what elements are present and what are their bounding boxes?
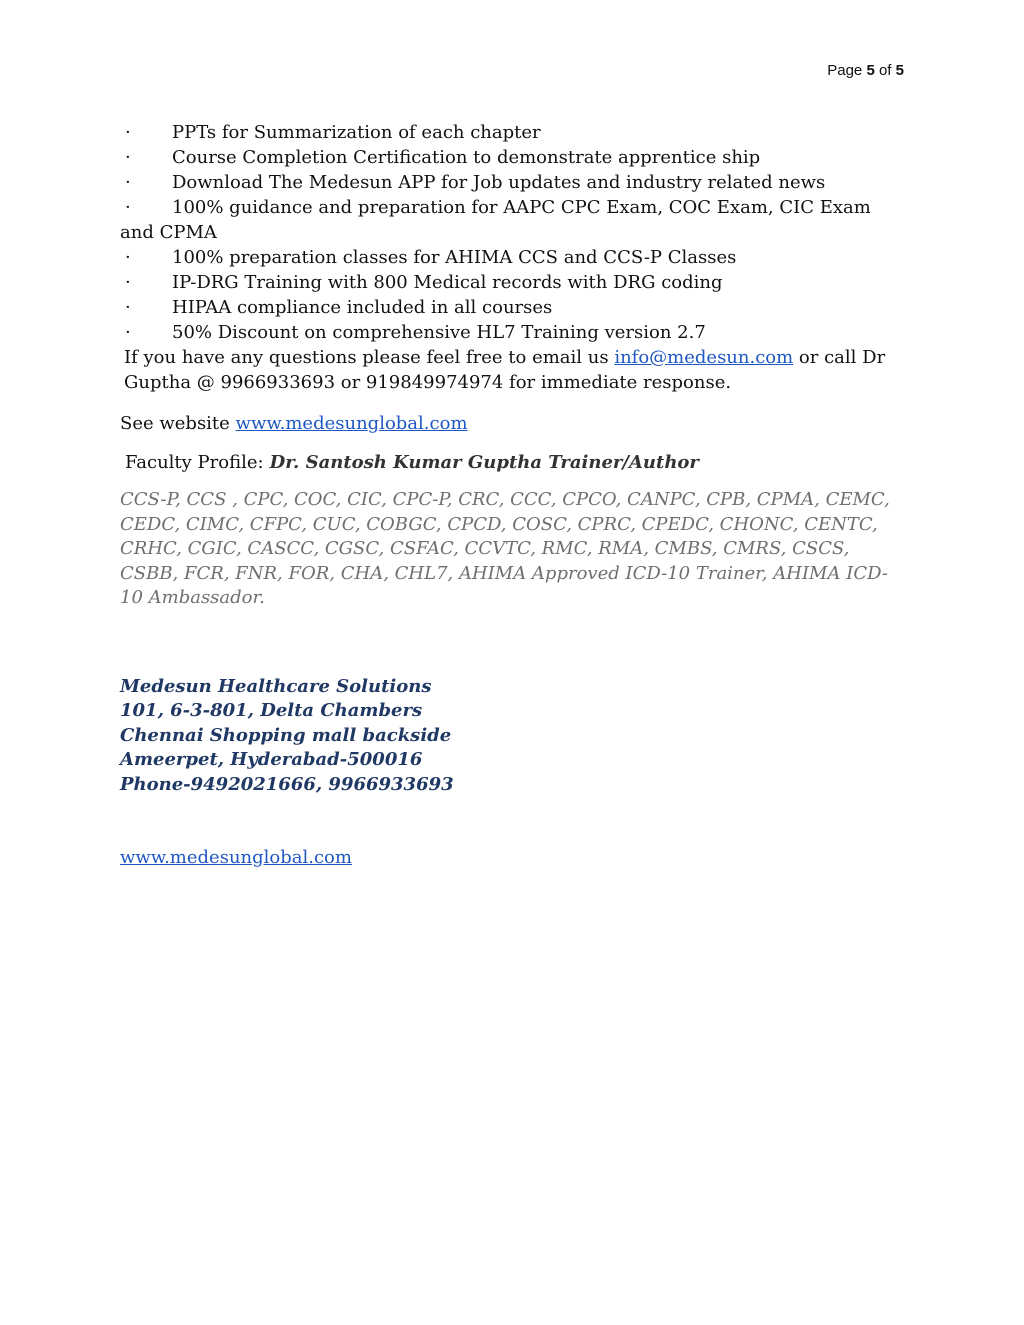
website-link[interactable]: www.medesunglobal.com [235, 413, 468, 434]
list-item [120, 195, 910, 245]
list-item [120, 120, 910, 145]
contact-paragraph [120, 345, 910, 395]
bullet-dot: · [125, 247, 131, 268]
bullet-dot: · [125, 147, 131, 168]
page-number-header [827, 62, 904, 79]
page-total: 5 [895, 62, 904, 79]
list-item [120, 170, 910, 195]
list-item [120, 145, 910, 170]
list-item [120, 320, 910, 345]
bullet-text: PPTs for Summarization of each chapter [172, 122, 541, 143]
footer-website-link[interactable]: www.medesunglobal.com [120, 847, 352, 868]
website-label: See website [120, 413, 236, 434]
address-line-1: 101, 6-3-801, Delta Chambers [120, 700, 423, 721]
bullet-list [120, 120, 910, 345]
of-word: of [878, 62, 892, 79]
list-item [120, 270, 910, 295]
address-block [120, 675, 910, 798]
bullet-dot: · [125, 322, 131, 343]
faculty-name: Dr. Santosh Kumar Guptha Trainer/Author [269, 452, 699, 473]
faculty-profile [120, 450, 910, 475]
bullet-dot: · [125, 297, 131, 318]
faculty-label: Faculty Profile: [125, 452, 264, 473]
contact-text-after: or call Dr Guptha @ 9966933693 or 919849974974 for immediate response. [124, 347, 886, 393]
bullet-text: 50% Discount on comprehensive HL7 Training version 2.7 [172, 322, 706, 343]
bullet-dot: · [125, 172, 131, 193]
bullet-text: Download The Medesun APP for Job updates and industry related news [172, 172, 826, 193]
bullet-text: Course Completion Certification to demonstrate apprentice ship [172, 147, 761, 168]
bullet-text: 100% guidance and preparation for AAPC CPC Exam, COC Exam, CIC Exam and CPMA [120, 197, 871, 243]
page-word: Page [827, 62, 863, 79]
bullet-dot: · [125, 122, 131, 143]
email-link[interactable]: info@medesun.com [614, 347, 794, 368]
list-item [120, 245, 910, 270]
document-body [120, 120, 910, 870]
bullet-text: 100% preparation classes for AHIMA CCS and CCS-P Classes [172, 247, 737, 268]
bullet-text: HIPAA compliance included in all courses [172, 297, 553, 318]
address-line-2: Chennai Shopping mall backside [120, 724, 452, 746]
page-current: 5 [866, 62, 875, 79]
phone-line: Phone-9492021666, 9966933693 [120, 773, 454, 795]
list-item [120, 295, 910, 320]
company-name: Medesun Healthcare Solutions [120, 675, 432, 697]
contact-text-before: If you have any questions please feel free to email us [124, 347, 615, 368]
footer-website [120, 845, 910, 870]
bullet-dot: · [125, 197, 131, 218]
website-paragraph [120, 411, 910, 436]
address-line-3: Ameerpet, Hyderabad-500016 [120, 749, 423, 770]
bullet-dot: · [125, 272, 131, 293]
bullet-text: IP-DRG Training with 800 Medical records with DRG coding [172, 272, 723, 293]
credentials-text: CCS-P, CCS , CPC, COC, CIC, CPC-P, CRC, CCC, CPCO, CANPC, CPB, CPMA, CEMC, CEDC, CIMC, CFPC, CUC, COBGC, CPCD, COSC, CPRC, CPEDC, CHONC, CENTC, CRHC, CGIC, CASCC, CGSC, CSFAC, CCVTC, RMC, RMA, CMBS, CMRS, CSCS, CSBB, FCR, FNR, FOR, CHA, CHL7, AHIMA Approved ICD-10 Trainer, AHIMA ICD-10 Ambassador. [120, 489, 890, 608]
